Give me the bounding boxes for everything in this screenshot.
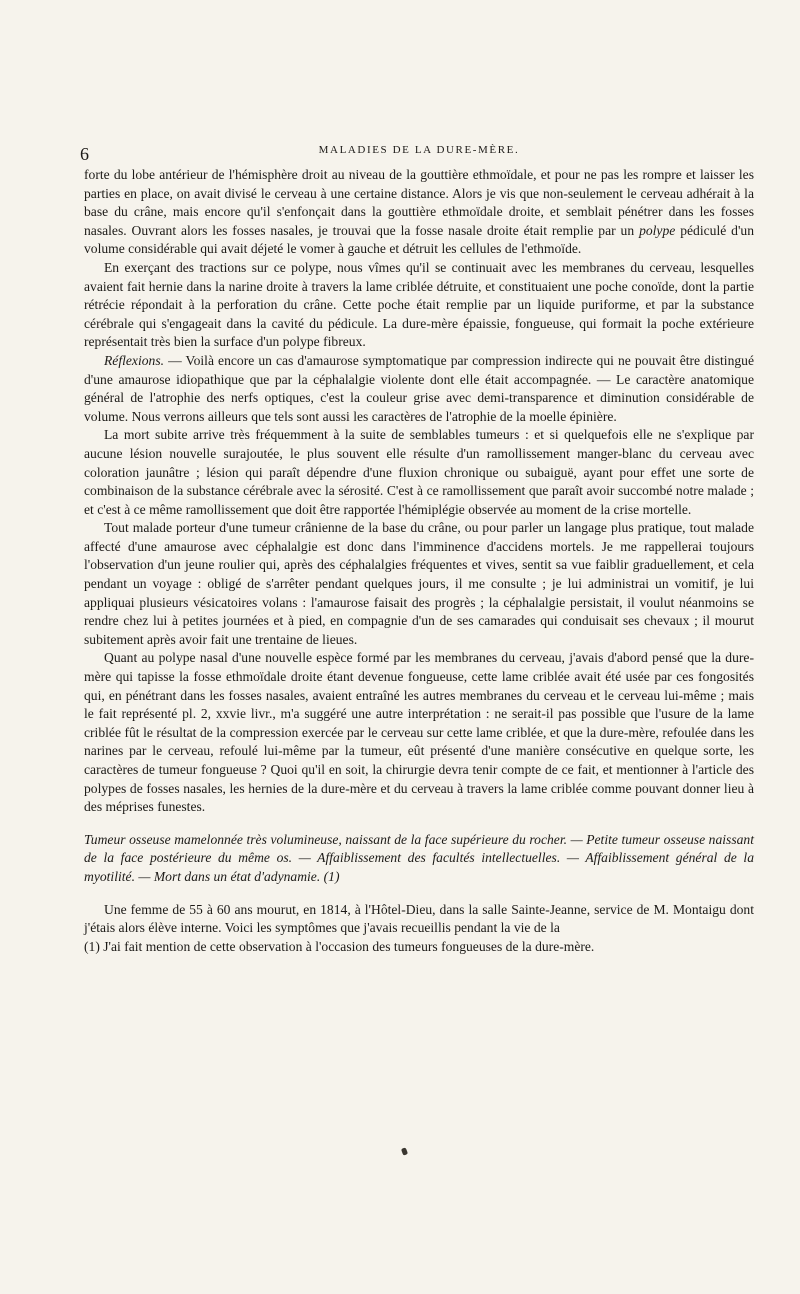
- paragraph: Tout malade porteur d'une tumeur crânienne de la base du crâne, ou pour parler un langage plus pratique, tout malade affecté d'une amaurose avec céphalalgie est donc dans l'imminence d'accidens mortels. Je me rappellerai toujours l'observation d'un jeune roulier qui, après des céphalalgies fréquentes et vives, sentit sa vue faiblir graduellement, et cela pendant un voyage : obligé de s'arrêter pendant quelques jours, il me consulte ; je lui administrai un vomitif, je lui appliquai plusieurs vésicatoires volans : l'amaurose faisait des progrès ; la céphalalgie persistait, il voulut néanmoins se rendre chez lui à petites journées et à pied, en compagnie d'un de ses camarades qui conduisait ses chevaux ; il mourut subitement après avoir fait une trentaine de lieues.: [84, 520, 754, 647]
- paragraph: Quant au polype nasal d'une nouvelle espèce formé par les membranes du cerveau, j'avais d'abord pensé que la dure-mère qui tapisse la fosse ethmoïdale droite étant devenue fongueuse, cette lame criblée avait été usée par ces fongosités qui, en pénétrant dans les fosses nasales, avaient entraîné les autres membranes du cerveau et le cerveau lui-même ; mais le fait représenté pl. 2, xxvie livr., m'a suggéré une autre interprétation : ne serait-il pas possible que l'usure de la lame criblée fût le résultat de la compression exercée par le cerveau sur cette lame criblée, et que la dure-mère, refoulée dans les narines par le cerveau, refoulé lui-même par la tumeur, eût présenté d'une manière consécutive en quelque sorte, les caractères de tumeur fongueuse ? Quoi qu'il en soit, la chirurgie devra tenir compte de ce fait, et mentionner à l'article des polypes de fosses nasales, les hernies de la dure-mère et du cerveau à travers la lame criblée comme pouvant donner lieu à des méprises funestes.: [84, 650, 754, 815]
- paragraph: En exerçant des tractions sur ce polype, nous vîmes qu'il se continuait avec les membranes du cerveau, lesquelles avaient fait hernie dans la narine droite à travers la lame criblée détruite, et constituaient une poche conoïde, dont la partie rétrécie répondait à la perforation du crâne. Cette poche était remplie par un liquide puriforme, et par la substance cérébrale qui s'engageait dans la cavité du pédicule. La dure-mère épaissie, fongueuse, qui formait la poche extérieure représentait très bien la surface d'un polype fibreux.: [84, 259, 754, 350]
- body-text: [84, 166, 754, 956]
- paragraph-text: forte du lobe antérieur de l'hémisphère droit au niveau de la gouttière ethmoïdale, et pour ne pas les rompre et laisser les parties en place, on avait divisé le cerveau à une certaine distance. Alors je vis que non-seulement le cerveau adhérait à la base du crâne, mais encore qu'il s'enfonçait dans la gouttière ethmoïdale droite, et semblait pénétrer dans les fosses nasales. Ouvrant alors les fosses nasales, je trouvai que la fosse nasale droite était remplie par un: [84, 167, 754, 238]
- paragraph-continuation: [84, 166, 754, 259]
- ink-speck: [401, 1147, 408, 1155]
- paragraph-tail: pédiculé d'un volume considérable qui avait déjeté le vomer à gauche et détruit les cellules de l'ethmoïde.: [84, 222, 754, 257]
- page-number: 6: [80, 144, 89, 164]
- paragraph-reflexions: [84, 352, 754, 426]
- running-title: MALADIES DE LA DURE-MÈRE.: [318, 144, 520, 156]
- paragraph: Une femme de 55 à 60 ans mourut, en 1814, à l'Hôtel-Dieu, dans la salle Sainte-Jeanne, service de M. Montaigu dont j'étais alors élève interne. Voici les symptômes que j'avais recueillis pendant la vie de la: [84, 901, 754, 936]
- paragraph: La mort subite arrive très fréquemment à la suite de semblables tumeurs : et si quelquefois elle ne s'explique par aucune lésion nouvelle surajoutée, le plus souvent elle résulte d'un ramollissement manger-blanc du cerveau avec coloration jaunâtre ; lésion qui paraît dépendre d'une fluxion chronique ou subaiguë, ayant pour effet une sorte de combinaison de la substance cérébrale avec la sérosité. C'est à ce ramollissement que paraît avoir succombé notre malade ; et c'est à ce même ramollissement que doit être rapportée l'hémiplégie observée au moment de la crise mortelle.: [84, 427, 754, 517]
- spacer: [84, 817, 754, 831]
- footnote: (1) J'ai fait mention de cette observation à l'occasion des tumeurs fongueuses de la dure-mère.: [84, 938, 595, 954]
- case-heading: Tumeur osseuse mamelonnée très volumineuse, naissant de la face supérieure du rocher. — Petite tumeur osseuse naissant de la face postérieure du même os. — Affaiblissement des facultés intellectuelles. — Affaiblissement général de la myotilité. — Mort dans un état d'adynamie. (1): [84, 831, 754, 884]
- section-label-reflexions: Réflexions.: [104, 352, 165, 368]
- emphasis-polype: polype: [639, 222, 676, 238]
- paragraph-text: — Voilà encore un cas d'amaurose symptomatique par compression indirecte qui ne pouvait être distingué d'une amaurose idiopathique que par la céphalalgie violente dont elle était accompagnée. — Le caractère anatomique général de l'atrophie des nerfs optiques, c'est la couleur grise avec demi-transparence et diminution considérable de volume. Nous verrons ailleurs que tels sont aussi les caractères de l'atrophie de la moelle épinière.: [84, 352, 754, 424]
- spacer: [84, 887, 754, 901]
- page-header: [80, 140, 754, 164]
